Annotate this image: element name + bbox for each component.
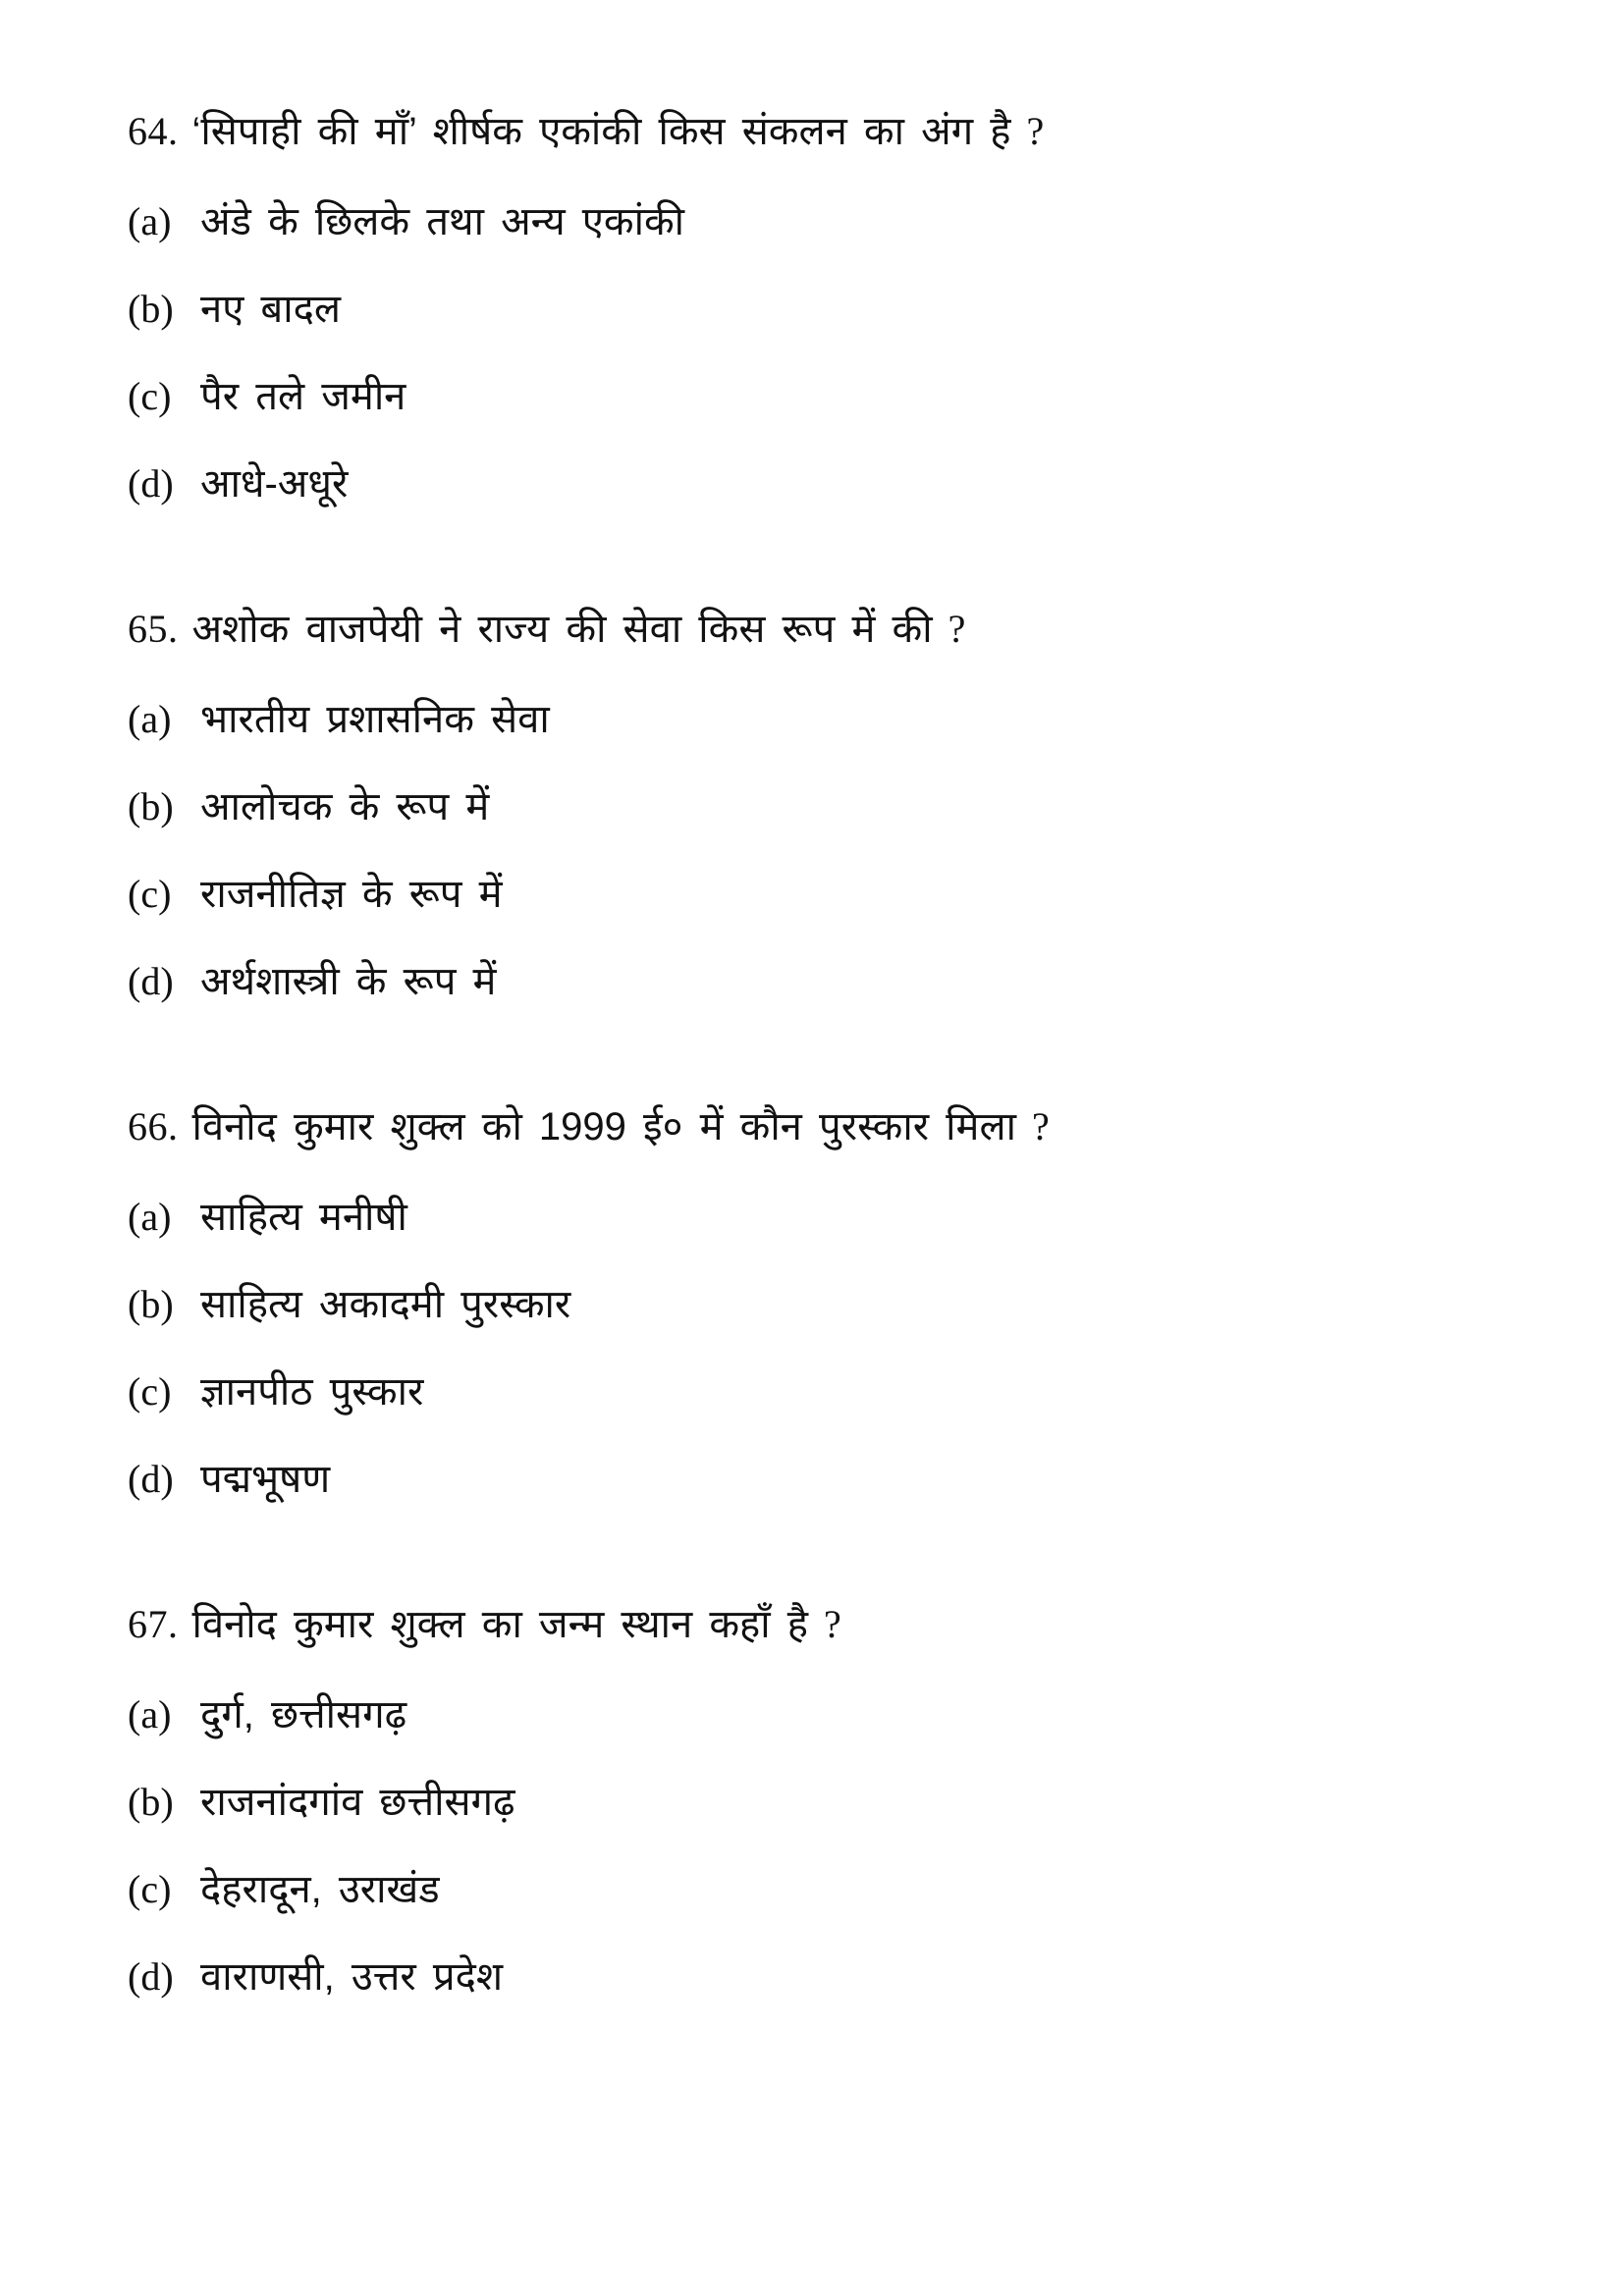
option-row[interactable] — [128, 1279, 1522, 1330]
question-text: ‘सिपाही की माँ’ शीर्षक एकांकी किस संकलन का अंग है — [191, 110, 1011, 153]
question-list — [128, 106, 1522, 2002]
option-label: (c) — [128, 374, 172, 418]
option-row[interactable] — [128, 694, 1522, 745]
question-number: 66. — [128, 1104, 179, 1148]
option-text: साहित्य मनीषी — [200, 1196, 407, 1239]
option-text: वाराणसी, उत्तर प्रदेश — [200, 1955, 504, 1999]
option-row[interactable] — [128, 1454, 1522, 1505]
question-mark: ? — [1026, 109, 1045, 153]
option-row[interactable] — [128, 284, 1522, 335]
option-row[interactable] — [128, 1689, 1522, 1740]
option-row[interactable] — [128, 1192, 1522, 1243]
option-text: देहरादून, उराखंड — [200, 1868, 440, 1911]
option-row[interactable] — [128, 1951, 1522, 2002]
option-label: (a) — [128, 1692, 172, 1736]
option-label: (b) — [128, 784, 174, 828]
option-row[interactable] — [128, 1864, 1522, 1915]
option-row[interactable] — [128, 458, 1522, 509]
option-label: (a) — [128, 1195, 172, 1239]
option-label: (a) — [128, 199, 172, 243]
question-number: 64. — [128, 109, 179, 153]
option-text: आलोचक के रूप में — [200, 785, 490, 828]
option-label: (c) — [128, 1867, 172, 1911]
option-label: (b) — [128, 1780, 174, 1824]
option-text: पद्मभूषण — [200, 1458, 331, 1501]
question-block-67 — [128, 1599, 1522, 2002]
option-row[interactable] — [128, 869, 1522, 920]
question-block-65 — [128, 604, 1522, 1007]
question-mark: ? — [947, 607, 966, 651]
question-text: विनोद कुमार शुक्ल का जन्म स्थान कहाँ है — [191, 1603, 809, 1646]
option-label: (d) — [128, 959, 174, 1003]
option-row[interactable] — [128, 1366, 1522, 1417]
option-text: राजनीतिज्ञ के रूप में — [200, 873, 503, 916]
question-number: 65. — [128, 607, 179, 651]
option-text: आधे-अधूरे — [200, 462, 349, 506]
option-text: अर्थशास्त्री के रूप में — [200, 960, 497, 1003]
option-label: (d) — [128, 1954, 174, 1999]
option-label: (d) — [128, 1457, 174, 1501]
question-line — [128, 106, 1522, 157]
option-label: (b) — [128, 287, 174, 331]
option-label: (b) — [128, 1282, 174, 1326]
question-mark: ? — [824, 1602, 841, 1646]
question-mark: ? — [1031, 1104, 1050, 1148]
option-label: (d) — [128, 461, 174, 506]
question-line — [128, 604, 1522, 655]
option-text: पैर तले जमीन — [200, 375, 406, 418]
question-block-66 — [128, 1101, 1522, 1505]
option-row[interactable] — [128, 371, 1522, 422]
option-label: (a) — [128, 697, 172, 741]
option-label: (c) — [128, 872, 172, 916]
option-text: ज्ञानपीठ पुस्कार — [200, 1370, 424, 1414]
option-text: राजनांदगांव छत्तीसगढ़ — [200, 1781, 515, 1824]
option-row[interactable] — [128, 781, 1522, 832]
option-text: दुर्ग, छत्तीसगढ़ — [200, 1693, 407, 1736]
option-row[interactable] — [128, 956, 1522, 1007]
question-block-64 — [128, 106, 1522, 509]
question-text: अशोक वाजपेयी ने राज्य की सेवा किस रूप में की — [191, 608, 933, 651]
option-row[interactable] — [128, 196, 1522, 247]
question-line — [128, 1599, 1522, 1650]
question-line — [128, 1101, 1522, 1152]
option-text: नए बादल — [200, 288, 341, 331]
option-label: (c) — [128, 1369, 172, 1414]
option-text: साहित्य अकादमी पुरस्कार — [200, 1283, 571, 1326]
option-text: अंडे के छिलके तथा अन्य एकांकी — [200, 200, 685, 243]
question-number: 67. — [128, 1602, 179, 1646]
option-row[interactable] — [128, 1777, 1522, 1828]
option-text: भारतीय प्रशासनिक सेवा — [200, 698, 550, 741]
question-text: विनोद कुमार शुक्ल को 1999 ई० में कौन पुरस्कार मिला — [191, 1105, 1016, 1148]
